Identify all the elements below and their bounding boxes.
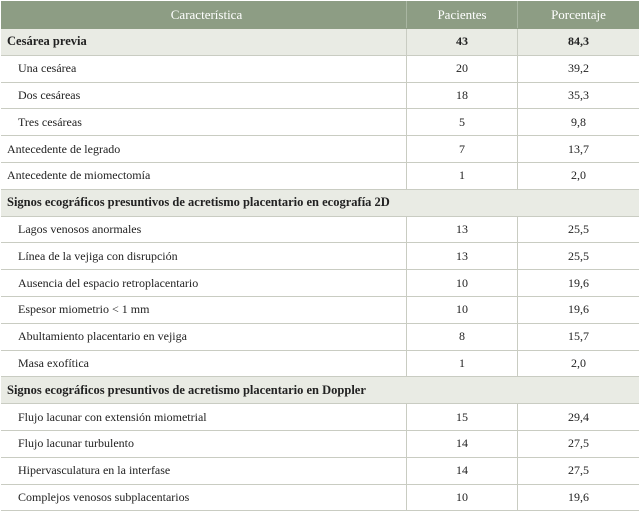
row-porcentaje: 29,4 (568, 409, 589, 424)
row-label: Hipervasculatura en la interfase (1, 458, 407, 484)
row-label: Abultamiento placentario en vejiga (1, 324, 407, 350)
row-porcentaje: 39,2 (568, 61, 589, 76)
row-pacientes: 7 (407, 136, 518, 162)
header-caracteristica: Característica (1, 1, 407, 28)
row-pacientes: 5 (407, 109, 518, 135)
table-row (1, 136, 639, 163)
row-label: Una cesárea (1, 56, 407, 82)
row-porcentaje: 27,5 (568, 463, 589, 478)
section-pacientes: 43 (407, 29, 518, 55)
row-pacientes: 20 (407, 56, 518, 82)
row-pacientes: 14 (407, 431, 518, 457)
table-row (1, 431, 639, 458)
row-pacientes: 1 (407, 163, 518, 189)
row-pacientes: 10 (407, 270, 518, 296)
table-row (1, 163, 639, 190)
row-pacientes: 10 (407, 485, 518, 511)
table-row (1, 324, 639, 351)
row-label: Lagos venosos anormales (1, 217, 407, 243)
header-pacientes: Pacientes (407, 1, 518, 28)
section-label: Signos ecográficos presuntivos de acretismo placentario en Doppler (7, 382, 366, 397)
row-label: Complejos venosos subplacentarios (1, 485, 407, 511)
row-pacientes: 18 (407, 83, 518, 109)
row-pacientes: 10 (407, 297, 518, 323)
row-label: Flujo lacunar con extensión miometrial (1, 404, 407, 430)
table-row (1, 485, 639, 512)
row-label: Ausencia del espacio retroplacentario (1, 270, 407, 296)
row-pacientes: 14 (407, 458, 518, 484)
row-porcentaje: 25,5 (568, 221, 589, 236)
row-label: Dos cesáreas (1, 83, 407, 109)
row-porcentaje: 19,6 (568, 302, 589, 317)
row-porcentaje: 13,7 (568, 141, 589, 156)
row-pacientes: 1 (407, 351, 518, 377)
table-row (1, 217, 639, 244)
row-porcentaje: 19,6 (568, 489, 589, 504)
table-row (1, 270, 639, 297)
row-porcentaje: 2,0 (571, 355, 586, 370)
section-row-ecografia-2d (1, 190, 639, 217)
table-row (1, 404, 639, 431)
row-label: Flujo lacunar turbulento (1, 431, 407, 457)
row-pacientes: 13 (407, 217, 518, 243)
table-row (1, 243, 639, 270)
row-pacientes: 15 (407, 404, 518, 430)
row-porcentaje: 19,6 (568, 275, 589, 290)
row-porcentaje: 15,7 (568, 329, 589, 344)
row-label: Masa exofítica (1, 351, 407, 377)
row-porcentaje: 25,5 (568, 248, 589, 263)
row-pacientes: 13 (407, 243, 518, 269)
row-pacientes: 8 (407, 324, 518, 350)
table-row (1, 109, 639, 136)
row-label: Línea de la vejiga con disrupción (1, 243, 407, 269)
section-label: Signos ecográficos presuntivos de acretismo placentario en ecografía 2D (7, 195, 390, 210)
section-row-doppler (1, 377, 639, 404)
row-porcentaje: 27,5 (568, 436, 589, 451)
section-label: Cesárea previa (1, 29, 407, 55)
section-row-cesarea-previa (1, 29, 639, 56)
row-label: Antecedente de miomectomía (1, 163, 407, 189)
header-porcentaje: Porcentaje (551, 6, 606, 22)
characteristics-table (1, 1, 639, 511)
table-row (1, 83, 639, 110)
table-row (1, 458, 639, 485)
table-row (1, 351, 639, 378)
row-porcentaje: 9,8 (571, 114, 586, 129)
row-label: Espesor miometrio < 1 mm (1, 297, 407, 323)
table-row (1, 297, 639, 324)
row-label: Tres cesáreas (1, 109, 407, 135)
section-porcentaje: 84,3 (568, 34, 589, 49)
row-label: Antecedente de legrado (1, 136, 407, 162)
row-porcentaje: 2,0 (571, 168, 586, 183)
row-porcentaje: 35,3 (568, 87, 589, 102)
table-header-row (1, 1, 639, 29)
table-row (1, 56, 639, 83)
